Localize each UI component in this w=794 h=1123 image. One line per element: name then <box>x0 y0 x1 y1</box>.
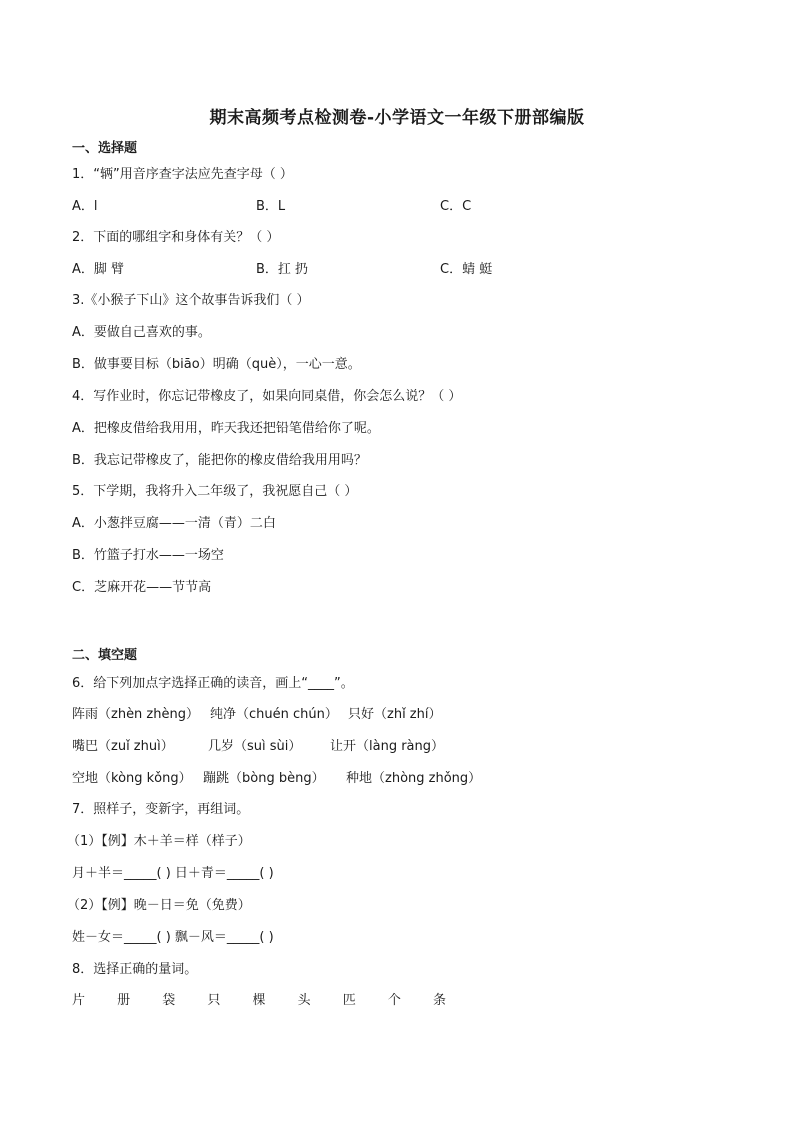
pinyin-item: 让开（làng ràng） <box>330 739 445 754</box>
question-4-option-a: A．把橡皮借给我用用，昨天我还把铅笔借给你了呢。 <box>72 421 380 436</box>
question-5-option-c: C．芝麻开花——节节高 <box>72 580 212 595</box>
page-title: 期末高频考点检测卷-小学语文一年级下册部编版 <box>209 108 585 128</box>
question-1-stem: 1．“辆”用音序查字法应先查字母（ ） <box>72 167 293 182</box>
pinyin-item: 纯净（chuén chún） <box>210 707 338 722</box>
question-7-blank-line-1: 月＋半＝_____( ) 日＋青＝_____( ) <box>72 866 274 881</box>
section-fill-heading: 二、填空题 <box>72 648 138 663</box>
question-2-option-b: B．扛 扔 <box>256 262 309 277</box>
pinyin-item: 空地（kòng kǒng） <box>72 771 192 786</box>
question-5-stem: 5．下学期，我将升入二年级了，我祝愿自己（ ） <box>72 484 358 499</box>
question-5-option-b: B．竹篮子打水——一场空 <box>72 548 224 563</box>
pinyin-item: 阵雨（zhèn zhèng） <box>72 707 199 722</box>
question-6-stem: 6．给下列加点字选择正确的读音，画上“____”。 <box>72 676 354 691</box>
question-5-option-a: A．小葱拌豆腐——一清（青）二白 <box>72 516 276 531</box>
question-4-stem: 4．写作业时，你忘记带橡皮了，如果向同桌借，你会怎么说？（ ） <box>72 389 462 404</box>
question-4-option-b: B．我忘记带橡皮了，能把你的橡皮借给我用用吗？ <box>72 453 367 468</box>
question-1-option-c: C．C <box>440 199 472 214</box>
question-2-stem: 2．下面的哪组字和身体有关？（ ） <box>72 230 280 245</box>
question-2-option-a: A．脚 臂 <box>72 262 125 277</box>
pinyin-item: 蹦跳（bòng bèng） <box>203 771 325 786</box>
question-1-option-a: A．l <box>72 199 98 214</box>
pinyin-item: 种地（zhòng zhǒng） <box>346 771 482 786</box>
question-2-option-c: C．蜻 蜓 <box>440 262 493 277</box>
question-1-option-b: B．L <box>256 199 286 214</box>
question-7-stem: 7．照样子，变新字，再组词。 <box>72 802 250 817</box>
question-8-stem: 8．选择正确的量词。 <box>72 962 198 977</box>
question-3-option-b: B．做事要目标（biāo）明确（què），一心一意。 <box>72 357 361 372</box>
question-7-example-2: （2）【例】晚－日＝免（免费） <box>67 898 251 913</box>
pinyin-item: 嘴巴（zuǐ zhuì） <box>72 739 174 754</box>
section-choice-heading: 一、选择题 <box>72 141 138 156</box>
question-3-option-a: A．要做自己喜欢的事。 <box>72 325 211 340</box>
question-3-stem: 3.《小猴子下山》这个故事告诉我们（ ） <box>72 293 310 308</box>
question-7-example-1: （1）【例】木＋羊＝样（样子） <box>67 834 251 849</box>
pinyin-item: 几岁（suì sùi） <box>208 739 302 754</box>
question-7-blank-line-2: 姓－女＝_____( ) 飘－风＝_____( ) <box>72 930 274 945</box>
measure-word-list: 片 册 袋 只 棵 头 匹 个 条 <box>72 993 461 1008</box>
pinyin-item: 只好（zhǐ zhí） <box>348 707 442 722</box>
